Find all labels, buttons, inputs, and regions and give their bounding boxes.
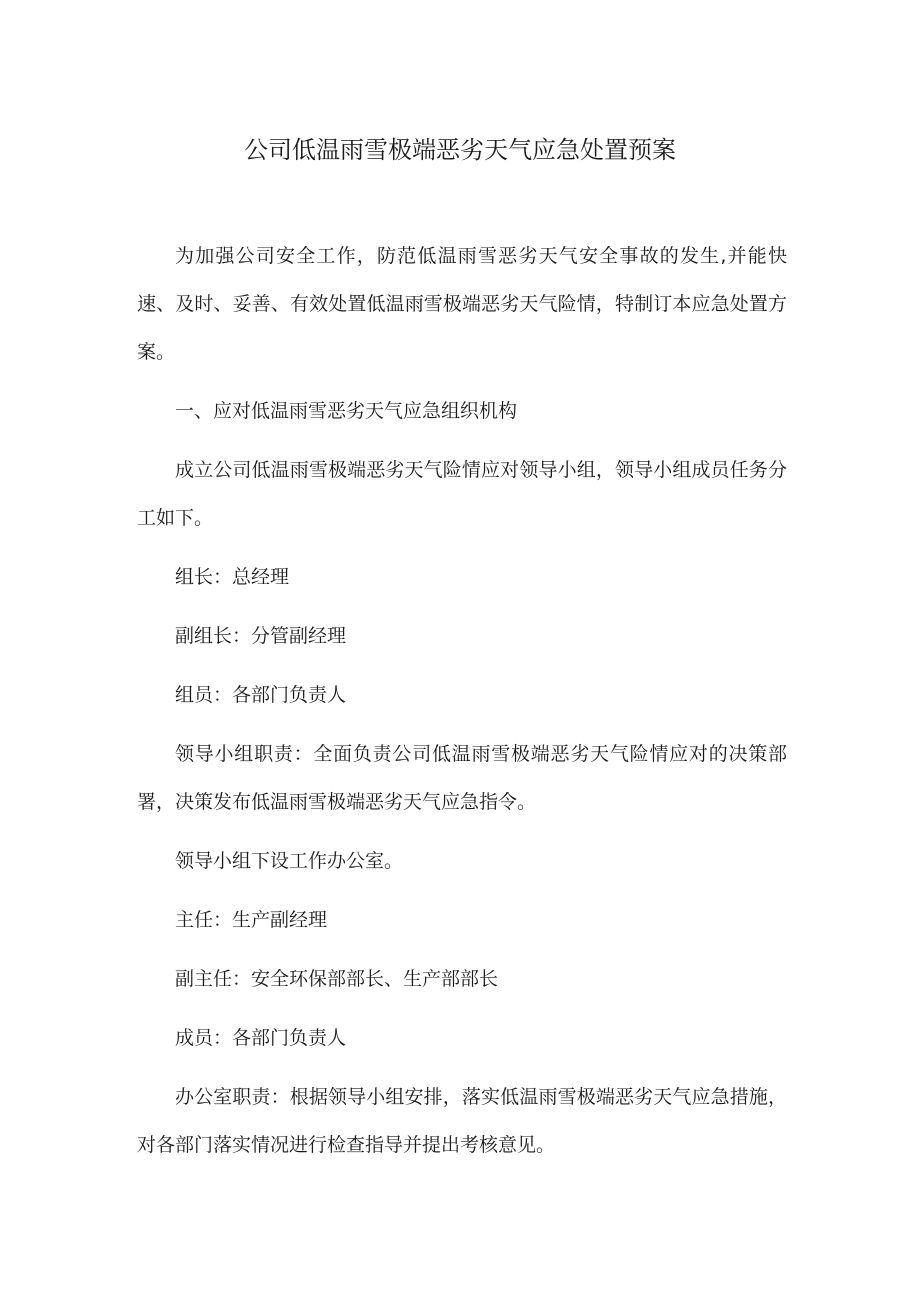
paragraph-office-setup: 领导小组下设工作办公室。 — [175, 850, 404, 872]
paragraph-group-duties: 领导小组职责：全面负责公司低温雨雪极端恶劣天气险情应对的决策部署，决策发布低温雨雪极端恶劣天气应急指令。 — [137, 743, 787, 813]
paragraph-office-members: 成员：各部门负责人 — [175, 1027, 347, 1049]
paragraph-group-leader: 组长：总经理 — [175, 566, 290, 588]
paragraph-intro: 为加强公司安全工作，防范低温雨雪恶劣天气安全事故的发生,并能快速、及时、妥善、有效处置低温雨雪极端恶劣天气险情，特制订本应急处置方案。 — [137, 245, 787, 363]
paragraph-deputy-director: 副主任：安全环保部部长、生产部部长 — [175, 968, 499, 990]
section-heading-organization: 一、应对低温雨雪恶劣天气应急组织机构 — [175, 400, 518, 422]
paragraph-office-director: 主任：生产副经理 — [175, 909, 328, 931]
paragraph-group-members: 组员：各部门负责人 — [175, 684, 347, 706]
paragraph-leading-group: 成立公司低温雨雪极端恶劣天气险情应对领导小组，领导小组成员任务分工如下。 — [137, 459, 787, 529]
paragraph-office-duties: 办公室职责：根据领导小组安排，落实低温雨雪极端恶劣天气应急措施，对各部门落实情况进行检查指导并提出考核意见。 — [137, 1086, 787, 1156]
document-title: 公司低温雨雪极端恶劣天气应急处置预案 — [244, 136, 676, 164]
paragraph-deputy-group-leader: 副组长：分管副经理 — [175, 625, 347, 647]
document-body — [137, 232, 787, 1180]
